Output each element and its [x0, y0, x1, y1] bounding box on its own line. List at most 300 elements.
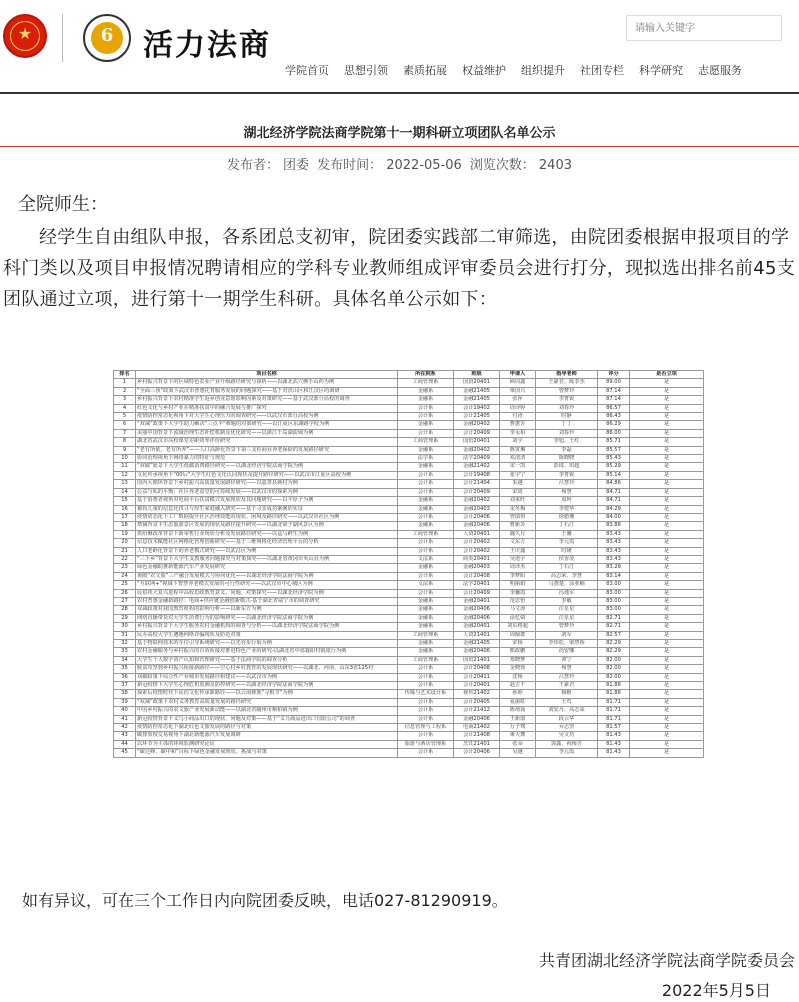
col-advisor-cell: 周珂 [536, 497, 598, 505]
publisher: 团委 [283, 158, 310, 173]
col-class-cell: 国贸21401 [454, 656, 500, 664]
col-applicant-cell: 王庆鑫 [500, 547, 536, 555]
table-row [114, 379, 704, 387]
col-advisor-cell: 刘春玲 [536, 429, 598, 437]
youth-league-emblem-icon: ★ [3, 14, 47, 58]
col-class-cell: 会计21412 [454, 707, 500, 715]
issuing-organization: 共青团湖北经济学院法商学院委员会 [538, 951, 795, 970]
site-brand[interactable]: 活力法商 [143, 28, 271, 63]
col-applicant-cell: 刘东格超 [500, 623, 536, 631]
col-class-cell: 会计20409 [454, 589, 500, 597]
col-score-header: 评分 [598, 371, 630, 379]
search-input[interactable] [626, 15, 782, 41]
col-applicant-cell: 柬天舞 [500, 732, 536, 740]
col-department-cell: 会计系 [398, 404, 454, 412]
col-advisor-cell: 王馨 [536, 530, 598, 538]
col-applicant-cell: 涂忆婧 [500, 614, 536, 622]
col-project-cell: 人口老龄化背景下的养老模式研究——以武昌区为例 [136, 547, 398, 555]
col-class-cell: 金融21405 [454, 387, 500, 395]
col-class-cell: 会计21404 [454, 480, 500, 488]
col-class-cell: 人资20401 [454, 530, 500, 538]
nav-ideology[interactable]: 思想引领 [344, 64, 388, 77]
table-row [114, 555, 704, 563]
col-applicant-cell: 文东方 [500, 539, 536, 547]
col-project-cell: “双减”政策下大学生助力解决“三点半”难题的对策研究——以江夏区东湖路学校为例 [136, 421, 398, 429]
col-class-cell: 会计20409 [454, 488, 500, 496]
col-class-cell: 会计20406 [454, 749, 500, 757]
table-row [114, 547, 704, 555]
col-applicant-cell: 张朵 [500, 740, 536, 748]
col-project-cell: 疫情常态化下工厂数据提升社区治理效能的现状、困境及路径研究——以武汉市社区为例 [136, 513, 398, 521]
table-row [114, 724, 704, 732]
table-row [114, 421, 704, 429]
col-advisor-cell: 徐腊珊 [536, 513, 598, 521]
table-row [114, 429, 704, 437]
nav-clubs[interactable]: 社团专栏 [580, 64, 624, 77]
col-advisor-cell: 马骁楚、涂亚楠 [536, 581, 598, 589]
col-approved-cell: 是 [630, 640, 704, 648]
col-department-cell: 工商管理系 [398, 530, 454, 538]
col-applicant-cell: 吴逍宇 [500, 555, 536, 563]
col-class-cell: 金融20402 [454, 446, 500, 454]
col-score-cell: 85.43 [598, 455, 630, 463]
col-class-cell: 金融20402 [454, 421, 500, 429]
nav-organization[interactable]: 组织提升 [521, 64, 565, 77]
col-approved-cell: 是 [630, 505, 704, 513]
col-applicant-cell: 郑晓梦 [500, 656, 536, 664]
col-class-cell: 人资21401 [454, 631, 500, 639]
col-department-cell: 会计系 [398, 665, 454, 673]
col-project-cell: 农村金融服务与乡村振兴的有效衔接对推进特色产业的研究-以湖北省中部襄阳村镇银行为例 [136, 648, 398, 656]
col-advisor-cell: 刘军 [536, 631, 598, 639]
col-project-cell: 基于消费者视角对电商平台扶贫模式发展现状及其问题研究——以丰厚子为例 [136, 497, 398, 505]
col-project-cell: 黄陂“农文旅”三产融合发展模式与协同优化——以湖北经济学院法商学院为例 [136, 572, 398, 580]
col-class-cell: 会计20405 [454, 698, 500, 706]
col-class-cell: 金融21402 [454, 463, 500, 471]
nav-volunteer[interactable]: 志愿服务 [698, 64, 742, 77]
col-applicant-cell: 明丽娟 [500, 581, 536, 589]
col-class-cell: 会计20402 [454, 539, 500, 547]
table-row [114, 387, 704, 395]
publisher-label: 发布者： [227, 158, 280, 173]
col-rank-cell: 41 [114, 715, 136, 723]
col-department-cell: 金融系 [398, 387, 454, 395]
col-project-cell: 脱贫攻坚到乡村振兴衔接新路径——空心村乡村教育的发展现状研究——以湖北、河南、山东3省125村 [136, 665, 398, 673]
col-class-cell: 会计20411 [454, 673, 500, 681]
col-project-cell: 双碳政策下综合性产业城市发展路径和建议——以武汉市为例 [136, 673, 398, 681]
table-row [114, 480, 704, 488]
nav-research[interactable]: 科学研究 [639, 64, 683, 77]
col-score-cell: 86.57 [598, 404, 630, 412]
col-advisor-cell: 彭琦、田超 [536, 463, 598, 471]
col-advisor-cell: 刘春玲 [536, 404, 598, 412]
col-approved-cell: 是 [630, 623, 704, 631]
col-advisor-cell: 李菁锐 [536, 396, 598, 404]
col-score-cell: 85.71 [598, 438, 630, 446]
col-rank-cell: 19 [114, 530, 136, 538]
col-score-cell: 81.86 [598, 690, 630, 698]
col-score-cell: 83.00 [598, 597, 630, 605]
table-row [114, 740, 704, 748]
col-advisor-cell: 时隆 [536, 547, 598, 555]
table-row [114, 446, 704, 454]
table-row [114, 749, 704, 757]
view-count: 2403 [538, 158, 572, 173]
col-project-cell: 美丽中国背景下流域治理生态补偿机制及优化研究——以浙江千岛湖流域为例 [136, 429, 398, 437]
col-department-cell: 文法系 [398, 555, 454, 563]
col-rank-cell: 14 [114, 488, 136, 496]
col-department-cell: 金融系 [398, 640, 454, 648]
col-class-cell: 会计20408 [454, 665, 500, 673]
col-department-cell: 金融系 [398, 614, 454, 622]
col-department-cell: 会计系 [398, 413, 454, 421]
table-row [114, 682, 704, 690]
table-row [114, 513, 704, 521]
col-rank-cell: 35 [114, 665, 136, 673]
table-row [114, 732, 704, 740]
col-score-cell: 83.43 [598, 547, 630, 555]
col-rank-cell: 5 [114, 413, 136, 421]
table-row [114, 614, 704, 622]
col-score-cell: 83.00 [598, 581, 630, 589]
col-score-cell: 82.00 [598, 656, 630, 664]
table-row [114, 623, 704, 631]
col-score-cell: 83.43 [598, 539, 630, 547]
col-class-header: 班级 [454, 371, 500, 379]
col-department-cell: 法学系 [398, 455, 454, 463]
table-row [114, 698, 704, 706]
col-advisor-cell: 丁丁 [536, 421, 598, 429]
col-rank-cell: 43 [114, 732, 136, 740]
issue-date: 2022年5月5日 [661, 981, 771, 1000]
col-score-cell: 83.43 [598, 530, 630, 538]
col-department-cell: 金融系 [398, 446, 454, 454]
col-approved-cell: 是 [630, 438, 704, 446]
table-row [114, 539, 704, 547]
col-rank-cell: 39 [114, 698, 136, 706]
table-row [114, 530, 704, 538]
col-department-cell: 会计系 [398, 471, 454, 479]
col-advisor-cell: 李元霞 [536, 749, 598, 757]
col-department-cell: 金融系 [398, 421, 454, 429]
col-advisor-cell: 吕慧玲 [536, 673, 598, 681]
col-rank-cell: 18 [114, 522, 136, 530]
col-score-cell: 81.43 [598, 740, 630, 748]
greeting: 全院师生： [18, 194, 108, 215]
col-project-cell: 乡村振兴背景下农村精准学生返乡创业意愿影响因素及对策研究——基于武汉部分高校的调查 [136, 396, 398, 404]
col-applicant-cell: 宋杨 [500, 640, 536, 648]
col-score-cell: 83.29 [598, 564, 630, 572]
col-rank-cell: 8 [114, 438, 136, 446]
col-project-cell: 网络直播带货对大学生消费行为的影响研究——以湖北经济学院法商学院为例 [136, 614, 398, 622]
col-department-cell: 会计系 [398, 749, 454, 757]
col-score-cell: 87.14 [598, 396, 630, 404]
col-approved-cell: 是 [630, 413, 704, 421]
col-advisor-cell: 时静 [536, 413, 598, 421]
col-advisor-cell: 曾梦玲 [536, 387, 598, 395]
nav-rights[interactable]: 权益维护 [462, 64, 506, 77]
col-score-cell: 84.71 [598, 497, 630, 505]
col-score-cell: 81.57 [598, 724, 630, 732]
col-rank-cell: 11 [114, 463, 136, 471]
col-score-cell: 82.71 [598, 614, 630, 622]
col-advisor-cell: 段云华 [536, 715, 598, 723]
col-project-cell: 民办高校大学生遭遇网络诈骗现状及防范对策 [136, 631, 398, 639]
col-rank-cell: 30 [114, 623, 136, 631]
col-rank-cell: 21 [114, 547, 136, 555]
col-advisor-cell: 乔志坚 [536, 724, 598, 732]
table-row [114, 673, 704, 681]
col-applicant-cell: 王新康 [500, 715, 536, 723]
nav-home[interactable]: 学院首页 [285, 64, 329, 77]
col-advisor-cell: 冯逸军 [536, 589, 598, 597]
col-project-cell: 探索后疫情时代下民俗文化传承新路径——以云南彝族“寻根节”为例 [136, 690, 398, 698]
col-department-header: 所在院系 [398, 371, 454, 379]
col-applicant-cell: 赵吉千 [500, 682, 536, 690]
col-advisor-cell: 曾梦玲 [536, 623, 598, 631]
col-department-cell: 会计系 [398, 488, 454, 496]
col-rank-cell: 34 [114, 656, 136, 664]
col-project-cell: 以环节为主体的环境监测研究论证 [136, 740, 398, 748]
col-project-cell: 碳排放权交易视角下湖北新能源汽车发展调研 [136, 732, 398, 740]
col-approved-cell: 是 [630, 480, 704, 488]
col-advisor-cell: 陈晓晓 [536, 455, 598, 463]
col-advisor-header: 指导老师 [536, 371, 598, 379]
article-meta [0, 154, 799, 173]
col-project-cell: 新冠疫情背景下义乌小商品出口的现状、问题及对策——基于“义乌商品进出口有限公司”的调查 [136, 715, 398, 723]
col-project-cell: 信息技术赋能社区网格化管理创新研究——基于三维网格化经济管理平台的分析 [136, 539, 398, 547]
table-row [114, 606, 704, 614]
table-row [114, 631, 704, 639]
col-score-cell: 86.43 [598, 413, 630, 421]
col-approved-cell: 是 [630, 581, 704, 589]
col-project-cell: 协同治理视角下网络暴力的特征与规范 [136, 455, 398, 463]
col-advisor-cell: 侯香凌 [536, 555, 598, 563]
col-applicant-cell: 李永柏 [500, 429, 536, 437]
col-department-cell: 金融系 [398, 396, 454, 404]
col-department-cell: 工商管理系 [398, 631, 454, 639]
col-applicant-cell: 曹新苏 [500, 522, 536, 530]
col-approved-header: 是否立项 [630, 371, 704, 379]
col-class-cell: 商英20401 [454, 555, 500, 563]
col-advisor-cell: 高志荣、李慧 [536, 572, 598, 580]
col-approved-cell: 是 [630, 547, 704, 555]
col-project-cell: 大学生个人数字资产认知和管理研究——基于法商学院的调查分析 [136, 656, 398, 664]
site-header [0, 0, 799, 92]
col-approved-cell: 是 [630, 732, 704, 740]
col-score-cell: 83.00 [598, 606, 630, 614]
col-applicant-cell: 周诗婷 [500, 404, 536, 412]
col-approved-cell: 是 [630, 673, 704, 681]
col-advisor-cell: 尚安娜 [536, 648, 598, 656]
table-row [114, 471, 704, 479]
col-applicant-cell: 张萍 [500, 396, 536, 404]
col-class-cell: 金融20401 [454, 597, 500, 605]
table-row [114, 404, 704, 412]
school-logo-icon[interactable]: 6 [83, 14, 131, 62]
col-project-cell: 农村普惠金融新路径：电商+供应链金融创新模式-基于湖北省咸宁市的调查研究 [136, 597, 398, 605]
col-department-cell: 工商管理系 [398, 656, 454, 664]
col-rank-cell: 9 [114, 446, 136, 454]
col-department-cell: 金融系 [398, 505, 454, 513]
col-approved-cell: 是 [630, 648, 704, 656]
col-score-cell: 83.14 [598, 572, 630, 580]
col-score-cell: 82.71 [598, 623, 630, 631]
col-score-cell: 83.43 [598, 555, 630, 563]
col-approved-cell: 是 [630, 463, 704, 471]
col-rank-cell: 22 [114, 555, 136, 563]
col-project-cell: 国内大循环背景下乡村振兴高质量发展路径研究——以嘉善县蒋村为例 [136, 480, 398, 488]
col-score-cell: 82.29 [598, 640, 630, 648]
col-rank-cell: 20 [114, 539, 136, 547]
table-row [114, 413, 704, 421]
col-project-cell: 供给侧改革背景下新零售行业现状分析及发展路径研究——以盒马鲜生为例 [136, 530, 398, 538]
col-rank-cell: 12 [114, 471, 136, 479]
col-project-cell: 文化传承视角下“00后”大学生红色文化认同现状及提升路径研究——以武汉市江夏区高校为例 [136, 471, 398, 479]
col-class-cell: 金融20403 [454, 564, 500, 572]
col-class-cell: 会计19408 [454, 471, 500, 479]
col-department-cell: 会计系 [398, 682, 454, 690]
col-applicant-cell: 周译杰 [500, 564, 536, 572]
col-rank-cell: 42 [114, 724, 136, 732]
col-score-cell: 81.71 [598, 698, 630, 706]
col-applicant-cell: 陈靖茹 [500, 707, 536, 715]
col-rank-cell: 44 [114, 740, 136, 748]
col-project-cell: “碳达峰、碳中和”目标下绿色金融发展现状、挑战与对策 [136, 749, 398, 757]
col-class-cell: 会计21405 [454, 413, 500, 421]
col-score-cell: 85.29 [598, 463, 630, 471]
col-approved-cell: 是 [630, 614, 704, 622]
title-divider [0, 146, 799, 147]
col-score-cell: 82.00 [598, 665, 630, 673]
col-project-cell: “全面三孩”政策下武汉市普惠托育服务发展的问题探究——基于对洪山区和江汉区的调研 [136, 387, 398, 395]
col-rank-cell: 25 [114, 581, 136, 589]
table-row [114, 463, 704, 471]
col-approved-cell: 是 [630, 707, 704, 715]
col-advisor-cell: 李菁锐 [536, 471, 598, 479]
col-approved-cell: 是 [630, 488, 704, 496]
col-applicant-cell: 邓清清 [500, 455, 536, 463]
col-rank-cell: 45 [114, 749, 136, 757]
col-class-cell: 金融20403 [454, 505, 500, 513]
col-approved-cell: 是 [630, 597, 704, 605]
table-row [114, 715, 704, 723]
col-rank-cell: 29 [114, 614, 136, 622]
table-row [114, 581, 704, 589]
contact-notice: 如有异议，可在三个工作日内向院团委反映，电话027-81290919。 [22, 891, 508, 910]
table-row [114, 640, 704, 648]
col-applicant-cell: 曹蕙芳 [500, 421, 536, 429]
col-approved-cell: 是 [630, 724, 704, 732]
col-department-cell: 工商管理系 [398, 379, 454, 387]
table-row [114, 656, 704, 664]
col-rank-cell: 36 [114, 673, 136, 681]
col-approved-cell: 是 [630, 387, 704, 395]
col-advisor-cell: 王豪君、陈李杰 [536, 379, 598, 387]
col-project-cell: 禁摘背景下生态旅游景区发展的现状及路径提升研究——以湖北梁子湖风景区为例 [136, 522, 398, 530]
col-advisor-cell: 李敏 [536, 597, 598, 605]
col-advisor-cell: 杨慧 [536, 665, 598, 673]
col-score-cell: 84.00 [598, 513, 630, 521]
col-project-cell: 基于物联网技术的车位引导系统研究——以光谷步行街为例 [136, 640, 398, 648]
col-project-cell: 绿色金融助推新能源汽车产业发展研究 [136, 564, 398, 572]
col-rank-cell: 7 [114, 429, 136, 437]
col-advisor-cell: 谭宁 [536, 656, 598, 664]
col-rank-cell: 6 [114, 421, 136, 429]
col-department-cell: 金融系 [398, 648, 454, 656]
col-department-cell: 会计系 [398, 480, 454, 488]
col-project-cell: “双碳”愿景下大学生低碳消费路径研究——以湖北经济学院法商学院为例 [136, 463, 398, 471]
col-applicant-cell: 吴越 [500, 749, 536, 757]
col-class-cell: 国贸20401 [454, 438, 500, 446]
col-approved-cell: 是 [630, 715, 704, 723]
view-count-label: 浏览次数： [469, 158, 535, 173]
col-applicant-cell: 宋一凯 [500, 463, 536, 471]
col-department-cell: 会计系 [398, 707, 454, 715]
col-project-cell: 公益与私的平衡：社区养老食堂的可持续发展——以武汉市的探索为例 [136, 488, 398, 496]
table-row [114, 455, 704, 463]
col-approved-cell: 是 [630, 455, 704, 463]
col-rank-cell: 1 [114, 379, 136, 387]
col-rank-cell: 33 [114, 648, 136, 656]
col-applicant-cell: 付涛 [500, 413, 536, 421]
col-score-cell: 82.00 [598, 673, 630, 681]
col-class-cell: 会计20401 [454, 682, 500, 690]
col-score-cell: 84.29 [598, 505, 630, 513]
col-approved-cell: 是 [630, 698, 704, 706]
col-advisor-cell: 吕慧玲 [536, 480, 598, 488]
col-department-cell: 工商管理系 [398, 438, 454, 446]
col-rank-cell: 17 [114, 513, 136, 521]
col-class-cell: 会计19402 [454, 404, 500, 412]
col-applicant-cell: 夏丽虹 [500, 698, 536, 706]
col-score-cell: 81.43 [598, 749, 630, 757]
table-row [114, 572, 704, 580]
col-department-cell: 金融系 [398, 606, 454, 614]
col-applicant-cell: 魏久月 [500, 530, 536, 538]
col-applicant-cell: 刘宇 [500, 438, 536, 446]
col-project-cell: 湖北省武汉市高校课堂差距效率评价研究 [136, 438, 398, 446]
col-department-cell: 金融系 [398, 497, 454, 505]
col-advisor-cell: 李元霞 [536, 539, 598, 547]
col-advisor-cell: 吴文功 [536, 732, 598, 740]
col-department-cell: 会计系 [398, 673, 454, 681]
col-approved-cell: 是 [630, 429, 704, 437]
col-advisor-cell: 李建华 [536, 505, 598, 513]
col-advisor-cell: 杨慧 [536, 488, 598, 496]
col-project-cell: 疫情防控常态化视角下对大学生心理压力的调查研究——以武汉市部分高校为例 [136, 413, 398, 421]
col-score-cell: 85.14 [598, 471, 630, 479]
col-score-cell: 81.43 [598, 732, 630, 740]
col-approved-cell: 是 [630, 555, 704, 563]
publish-time: 2022-05-06 [386, 158, 462, 173]
col-applicant-cell: 宋琦 [500, 488, 536, 496]
col-score-cell: 84.71 [598, 488, 630, 496]
col-applicant-cell: 金晓蓉 [500, 665, 536, 673]
nav-quality[interactable]: 素质拓展 [403, 64, 447, 77]
col-department-cell: 文法系 [398, 581, 454, 589]
col-approved-cell: 是 [630, 497, 704, 505]
col-score-cell: 81.86 [598, 682, 630, 690]
col-project-cell: 被拐儿童的信息化找寻与厚生家庭融入研究——基于寻亲成功案例的实证 [136, 505, 398, 513]
col-department-cell: 传媒与艺术设计系 [398, 690, 454, 698]
col-project-cell: 民俗伟大复兴进程中高校思政教育意义、问题、对策探究——以湖北经济学院为例 [136, 589, 398, 597]
publish-time-label: 发布时间： [317, 158, 383, 173]
col-department-cell: 会计系 [398, 698, 454, 706]
col-department-cell: 金融系 [398, 522, 454, 530]
col-approved-cell: 是 [630, 690, 704, 698]
col-rank-cell: 23 [114, 564, 136, 572]
